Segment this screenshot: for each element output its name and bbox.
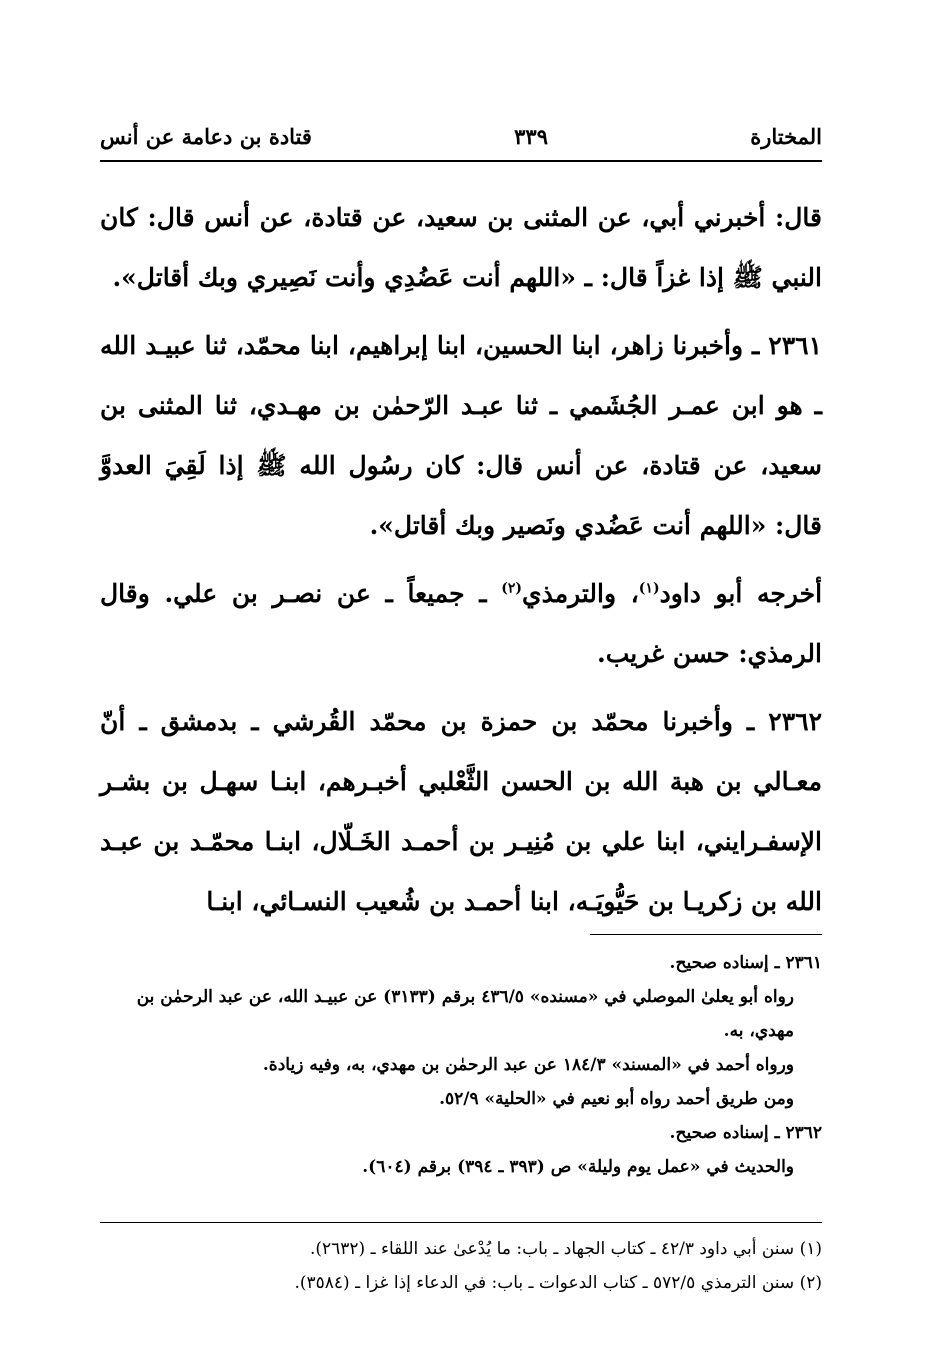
takhrij-text: ، والترمذي [522,579,639,608]
hadith-2361-paragraph [100,316,822,556]
source-note-2: (٢) سنن الترمذي ٥٧٢/٥ ـ كتاب الدعوات ـ باب: في الدعاء إذا غزا ـ (٣٥٨٤). [294,1273,822,1293]
footnote-2362 [100,1116,822,1184]
running-header [100,118,822,154]
source-notes-divider [100,1222,822,1223]
takhrij-text: أخرجه أبو داود [659,579,823,608]
hadith-number: ٢٣٦١ [768,331,822,360]
takhrij-text: ـ جميعاً ـ عن نصـر بن علي. وقال الرمذي: حسن غريب. [100,579,822,668]
intro-paragraph: قال: أخبرني أبي، عن المثنى بن سعيد، عن قتادة، عن أنس قال: كان النبي ﷺ إذا غزاً قال: ـ «اللهم أنت عَضُدِي وأنت نَصِيري وبك أقاتل». [100,203,822,292]
hadith-2362-paragraph [100,692,822,932]
hadith-text: ـ وأخبرنا محمّد بن حمزة بن محمّد القُرشي ـ بدمشق ـ أنّ معـالي بن هبة الله بن الحسن الثَّعْلبي أخبـرهم، ابنـا سهـل بن بشـر الإسفـرايني، ابنا علي بن مُنِيـر بن أحمـد الخَـلّال، ابنـا محمّـد بن عبـد الله بن زكريـا بن حَيُّويَـه، ابنا أحمـد بن شُعيب النسـائي، ابنـا [100,707,822,916]
hadith-number: ٢٣٦٢ [768,707,822,736]
header-chapter-title: قتادة بن دعامة عن أنس [100,123,312,149]
source-notes [100,1232,822,1300]
main-text [100,188,822,940]
hadith-text: ـ وأخبرنا زاهر، ابنا الحسين، ابنا إبراهيم، ابنا محمّد، ثنا عبيـد الله ـ هو ابن عمـر الجُشَمي ـ ثنا عبـد الرّحمٰن بن مهـدي، ثنا المثنى بن سعيد، عن قتادة، عن أنس قال: كان رسُول الله ﷺ إذا لَقِيَ العدوَّ قال: «اللهم أنت عَضُدي ونَصير وبك أقاتل». [100,331,822,540]
page-number: ٣٣٩ [514,123,548,149]
footnote-line: والحديث في «عمل يوم وليلة» ص (٣٩٣ ـ ٣٩٤) برقم (٦٠٤). [362,1157,794,1177]
editor-footnotes [100,946,822,1184]
header-divider [100,160,822,162]
footnote-2361 [100,946,822,1116]
footnote-divider [590,934,822,935]
footnote-head: ٢٣٦١ ـ إسناده صحيح. [669,953,822,973]
header-book-title: المختارة [750,123,822,149]
takhrij-paragraph [100,564,822,684]
footnote-line: ورواه أحمد في «المسند» ١٨٤/٣ عن عبد الرحمٰن بن مهدي، به، وفيه زيادة. [262,1055,794,1075]
footnote-head: ٢٣٦٢ ـ إسناده صحيح. [669,1123,822,1143]
footnote-line: رواه أبو يعلىٰ الموصلي في «مسنده» ٤٣٦/٥ برقم (٣١٣٣) عن عبيـد الله، عن عبد الرحمٰن بن مهدي، به. [136,987,794,1041]
footnote-ref-2: (٢) [501,580,522,597]
footnote-ref-1: (١) [638,580,660,597]
footnote-line: ومن طريق أحمد رواه أبو نعيم في «الحلية» ٥٢/٩. [439,1089,794,1109]
source-note-1: (١) سنن أبي داود ٤٢/٣ ـ كتاب الجهاد ـ باب: ما يُدْعىٰ عند اللقاء ـ (٢٦٣٢). [309,1239,822,1259]
